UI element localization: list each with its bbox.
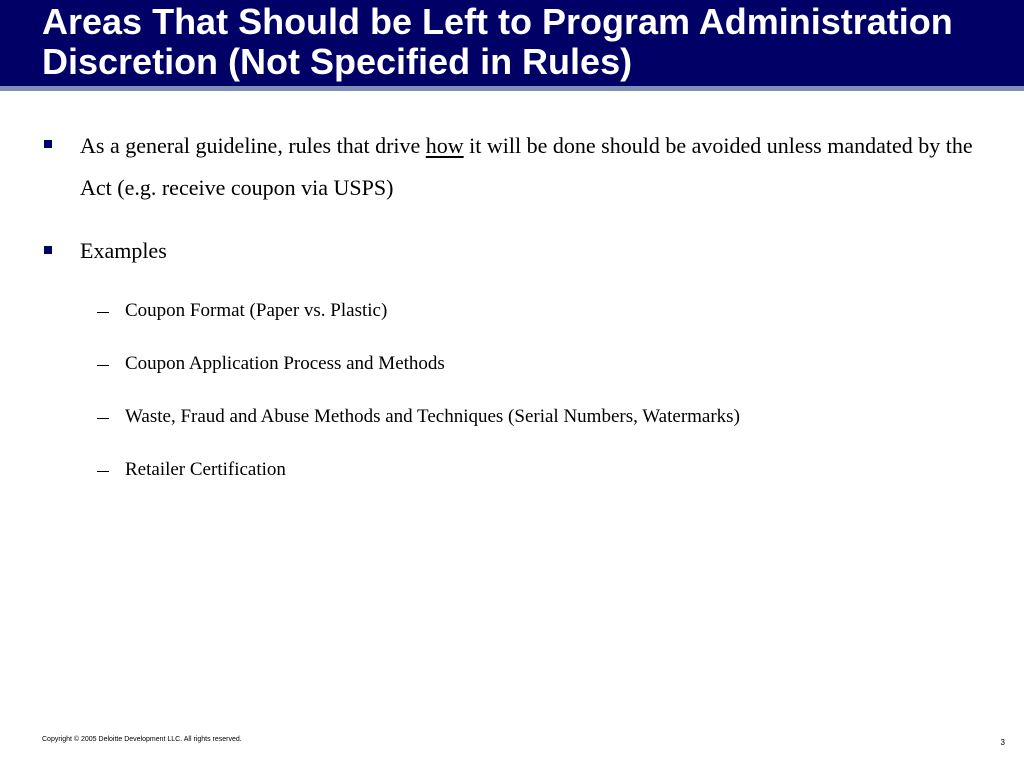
slide-title: Areas That Should be Left to Program Administration Discretion (Not Specified in Rules)	[42, 1, 953, 82]
bullet-examples: Examples	[80, 238, 167, 263]
example-item-application-process: Coupon Application Process and Methods	[125, 353, 445, 374]
example-item-coupon-format: Coupon Format (Paper vs. Plastic)	[125, 300, 388, 321]
square-bullet-icon	[44, 140, 52, 148]
guideline-text-before: As a general guideline, rules that drive	[80, 133, 426, 158]
dash-bullet-icon	[97, 418, 109, 419]
guideline-emphasis: how	[425, 133, 464, 158]
bullet-guideline	[80, 125, 980, 209]
title-divider	[0, 86, 1024, 91]
guideline-text-after: it will be done should be avoided unless mandated by the Act (e.g. receive coupon via USPS)	[80, 133, 973, 200]
page-number: 3	[1000, 738, 1005, 747]
dash-bullet-icon	[97, 312, 109, 313]
dash-bullet-icon	[97, 471, 109, 472]
title-bar	[0, 0, 1024, 86]
dash-bullet-icon	[97, 365, 109, 366]
example-item-waste-fraud-abuse: Waste, Fraud and Abuse Methods and Techniques (Serial Numbers, Watermarks)	[125, 406, 740, 427]
square-bullet-icon	[44, 246, 52, 254]
example-item-retailer-certification: Retailer Certification	[125, 459, 286, 480]
copyright-notice: Copyright © 2005 Deloitte Development LLC. All rights reserved.	[42, 736, 242, 743]
